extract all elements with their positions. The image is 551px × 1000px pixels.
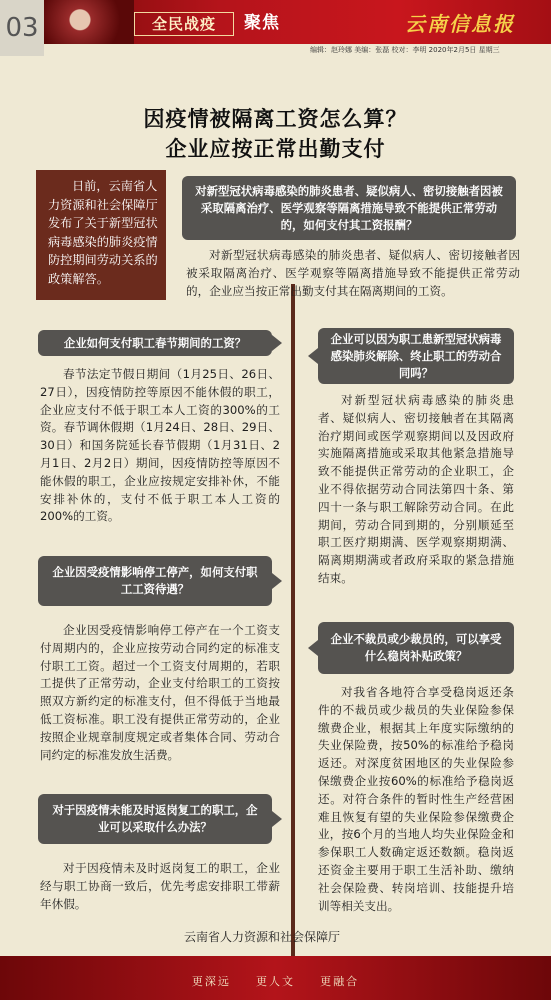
answer-text-3: 对新型冠状病毒感染的肺炎患者、疑似病人、密切接触者在其隔离治疗期间或医学观察期间以及因政府实施隔离措施或采取其他紧急措施导致不能提供正常劳动的企业职工，企业不得依据劳动合同法第四十条、第四十一条与职工解除劳动合同。在此期间，劳动合同到期的，分别顺延至职工医疗期期满、医学观察期期满、隔离期期满或者政府采取的紧急措施结束。	[318, 393, 514, 585]
question-bubble-6	[38, 794, 272, 844]
question-text-2: 企业如何支付职工春节期间的工资？	[63, 335, 247, 350]
newspaper-logo: 云南信息报	[405, 12, 515, 36]
question-text-6: 对于因疫情未能及时返岗复工的职工，企业可以采取什么办法？	[52, 803, 258, 834]
answer-text-2: 春节法定节假日期间（1月25日、26日、27日），因疫情防控等原因不能休假的职工，企业应支付不低于职工本人工资的300%的工资。春节调休假期（1月24日、28日、29日、30日）和国务院延长春节假期（1月31日、2月1日、2月2日）期间，因疫情防控等原因不能休假的职工，企业应按规定安排补休，不能安排补休的，支付不低于职工本人工资的200%的工资。	[40, 367, 280, 524]
source-credit: 云南省人力资源和社会保障厅	[184, 930, 341, 944]
answer-text-5: 对我省各地符合享受稳岗返还条件的不裁员或少裁员的失业保险参保缴费企业，根据其上年度实际缴纳的失业保险费，按50%的标准给予稳岗返还。对深度贫困地区的失业保险参保缴费企业按60%的标准给予稳岗返还。对符合条件的暂时性生产经营困难且恢复有望的失业保险参保缴费企业，按6个月的当地人均失业保险金和参保职工人数确定返还数额。稳岗返还资金主要用于职工生活补助、缴纳社会保险费、转岗培训、技能提升培训等相关支出。	[318, 685, 514, 913]
question-text-1: 对新型冠状病毒感染的肺炎患者、疑似病人、密切接触者因被采取隔离治疗、医学观察等隔离措施导致不能提供正常劳动的，如何支付其工资报酬？	[195, 183, 503, 232]
intro-box: 日前，云南省人力资源和社会保障厅发布了关于新型冠状病毒感染的肺炎疫情防控期间劳动关系的政策解答。	[36, 170, 166, 300]
section-label: 全民战疫	[134, 12, 234, 36]
answer-text-6: 对于因疫情未及时返岗复工的职工，企业经与职工协商一致后，优先考虑安排职工带薪年休假。	[40, 861, 280, 911]
slogan-3: 更融合	[320, 975, 360, 988]
slogan-1: 更深远	[191, 975, 231, 988]
masthead-banner	[44, 0, 551, 44]
question-text-4: 企业因受疫情影响停工停产，如何支付职工工资待遇？	[52, 565, 258, 596]
page-number: 03	[0, 0, 44, 56]
question-bubble-4	[38, 556, 272, 606]
question-bubble-5	[318, 622, 514, 674]
focus-label: 聚焦	[244, 13, 280, 33]
question-text-5: 企业不裁员或少裁员的，可以享受什么稳岗补贴政策？	[330, 632, 502, 663]
page-footer	[0, 956, 551, 1000]
bubble-tail	[272, 335, 282, 351]
bubble-tail	[272, 573, 282, 589]
title-line-1: 因疫情被隔离工资怎么算？	[143, 106, 408, 131]
page-header	[0, 0, 551, 56]
bubble-tail	[272, 811, 282, 827]
title-line-2: 企业应按正常出勤支付	[165, 136, 386, 161]
question-bubble-2	[38, 330, 272, 356]
connector-line	[291, 284, 295, 976]
editor-credits: 编辑：赵玲娜 美编：张磊 校对：李明 2020年2月5日 星期三	[310, 46, 500, 54]
question-bubble-1	[182, 176, 516, 240]
question-text-3: 企业可以因为职工患新型冠状病毒感染肺炎解除、终止职工的劳动合同吗？	[330, 331, 502, 380]
question-bubble-3	[318, 328, 514, 384]
footer-slogans	[0, 970, 551, 989]
answer-text-4: 企业因受疫情影响停工停产在一个工资支付周期内的，企业应按劳动合同约定的标准支付职工工资。超过一个工资支付周期的，若职工提供了正常劳动，企业支付给职工的工资按照双方新约定的标准支付，但不得低于当地最低工资标准。职工没有提供正常劳动的，企业按照企业规章制度规定或者集体合同、劳动合同约定的标准发放生活费。	[40, 623, 280, 762]
slogan-2: 更人文	[256, 975, 295, 988]
bubble-tail	[308, 348, 318, 364]
masthead-photo	[44, 0, 134, 44]
bubble-tail	[308, 640, 318, 656]
article-title	[0, 104, 551, 164]
answer-text-1: 对新型冠状病毒感染的肺炎患者、疑似病人、密切接触者因被采取隔离治疗、医学观察等隔离措施导致不能提供正常劳动的，企业应当按正常出勤支付其在隔离期间的工资。	[186, 248, 520, 298]
